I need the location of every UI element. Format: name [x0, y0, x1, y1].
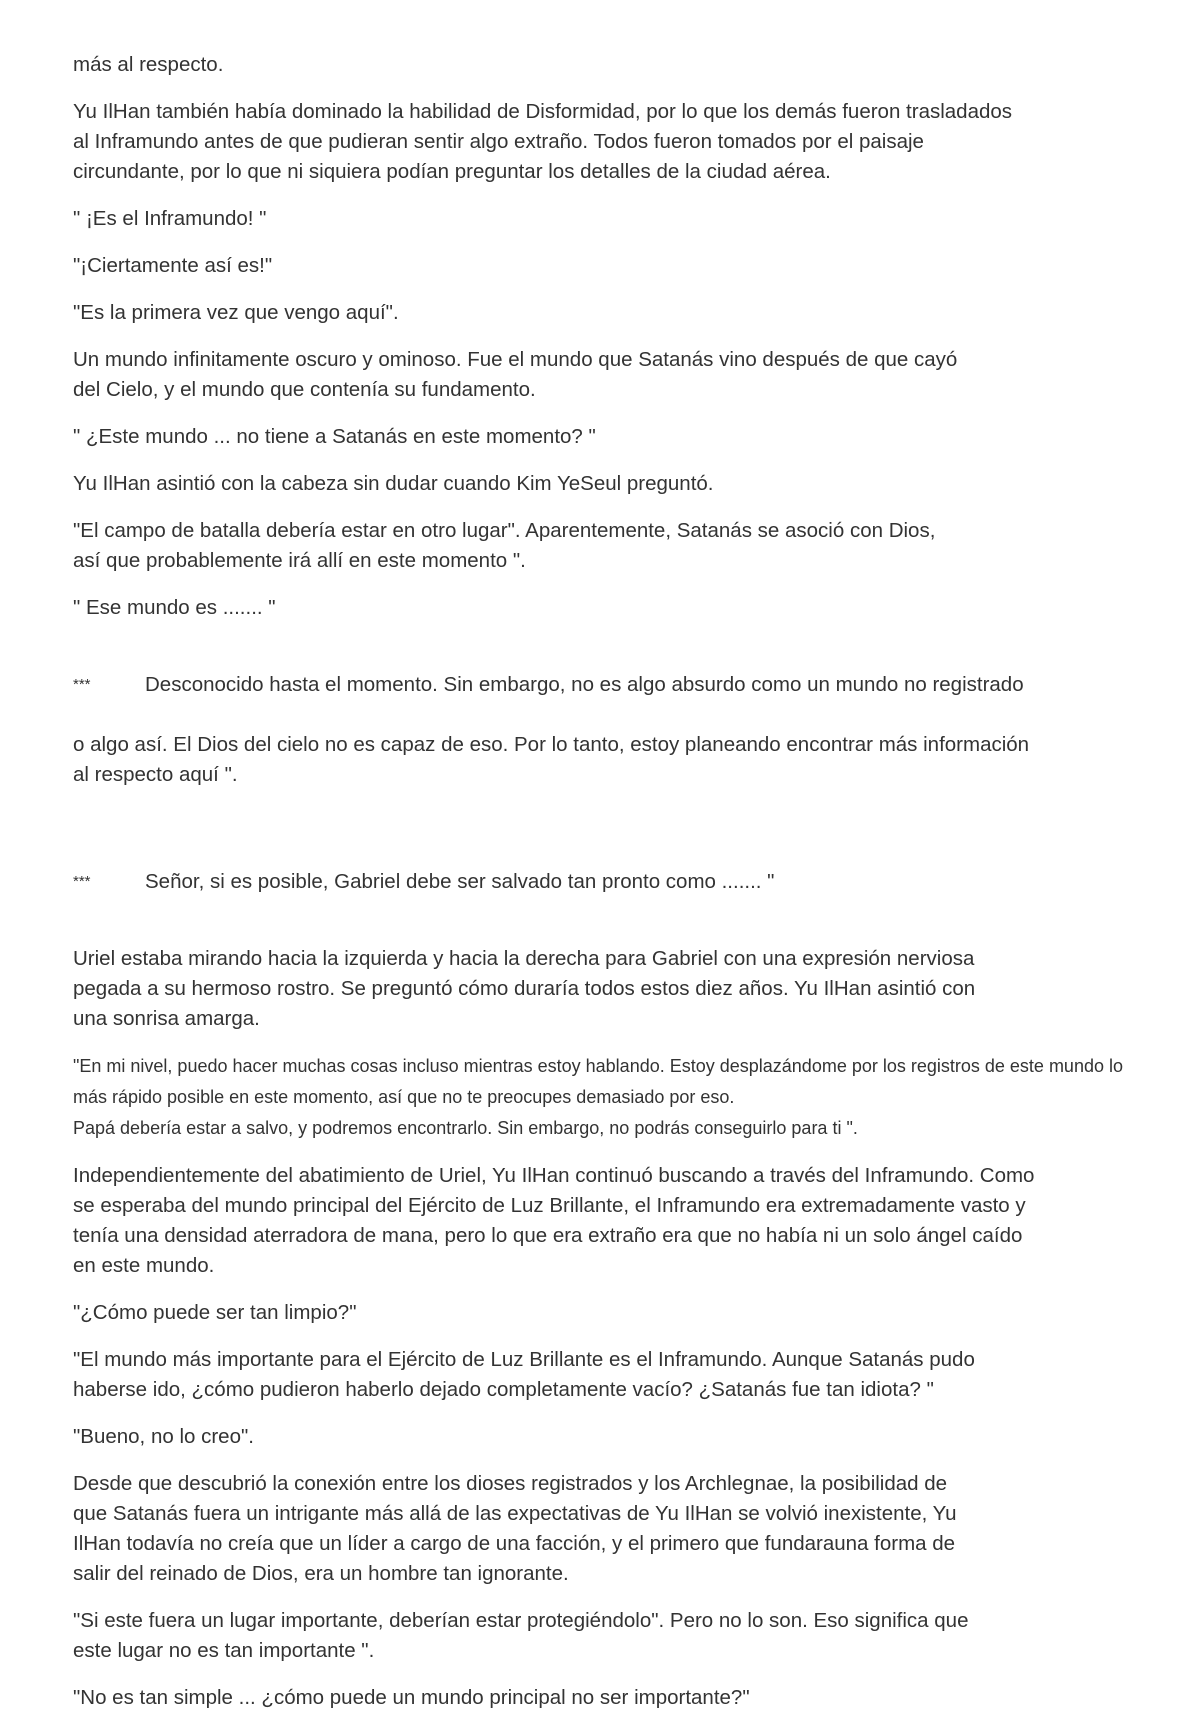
dialogue-line: "¿Cómo puede ser tan limpio?" [73, 1301, 357, 1324]
dialogue-line: "No es tan simple ... ¿cómo puede un mundo principal no ser importante?" [73, 1686, 750, 1709]
star-paragraph [73, 837, 1123, 927]
paragraph: más al respecto. [73, 53, 224, 76]
paragraph: Independientemente del abatimiento de Uriel, Yu IlHan continuó buscando a través del Inframundo. Como se esperaba del mundo principal del Ejército de Luz Brillante, el Inframundo era extremadamente vasto y tenía una densidad aterradora de mana, pero lo que era extraño era que no había ni un solo ángel caído en este mundo. [73, 1164, 1035, 1277]
dialogue-line: "Es la primera vez que vengo aquí". [73, 301, 399, 324]
star-marker: *** [73, 676, 91, 693]
paragraph: Desde que descubrió la conexión entre los dioses registrados y los Archlegnae, la posibilidad de que Satanás fuera un intrigante más allá de las expectativas de Yu IlHan se volvió inexistente, Yu IlHan todavía no creía que un líder a cargo de una facción, y el primero que fundarauna forma de salir del reinado de Dios, era un hombre tan ignorante. [73, 1472, 957, 1585]
paragraph: Un mundo infinitamente oscuro y ominoso. Fue el mundo que Satanás vino después de que cayó del Cielo, y el mundo que contenía su fundamento. [73, 348, 958, 401]
paragraph: Yu IlHan asintió con la cabeza sin dudar cuando Kim YeSeul preguntó. [73, 472, 714, 495]
dialogue-line: " ¿Este mundo ... no tiene a Satanás en este momento? " [73, 425, 596, 448]
dialogue-line: "El campo de batalla debería estar en otro lugar". Aparentemente, Satanás se asoció con Dios, así que probablemente irá allí en este momento ". [73, 519, 936, 572]
star-first-line: Desconocido hasta el momento. Sin embargo, no es algo absurdo como un mundo no registrado [145, 673, 1024, 696]
dialogue-line: "El mundo más importante para el Ejército de Luz Brillante es el Inframundo. Aunque Satanás pudo haberse ido, ¿cómo pudieron haberlo dejado completamente vacío? ¿Satanás fue tan idiota? " [73, 1348, 975, 1401]
document-page [73, 50, 1123, 1730]
star-first-line: Señor, si es posible, Gabriel debe ser salvado tan pronto como ....... " [145, 870, 775, 893]
star-continuation: o algo así. El Dios del cielo no es capaz de eso. Por lo tanto, estoy planeando encontrar más información al respecto aquí ". [73, 733, 1030, 786]
dialogue-line: " ¡Es el Inframundo! " [73, 207, 267, 230]
star-paragraph [73, 640, 1123, 820]
paragraph: Yu IlHan también había dominado la habilidad de Disformidad, por lo que los demás fueron trasladados al Inframundo antes de que pudieran sentir algo extraño. Todos fueron tomados por el paisaje circundante, por lo que ni siquiera podían preguntar los detalles de la ciudad aérea. [73, 100, 1013, 183]
dialogue-line: "Bueno, no lo creo". [73, 1425, 254, 1448]
dialogue-block: "En mi nivel, puedo hacer muchas cosas incluso mientras estoy hablando. Estoy desplazándome por los registros de este mundo lo más rápido posible en este momento, así que no te preocupes demasiado por eso. Papá debería estar a salvo, y podremos encontrarlo. Sin embargo, no podrás conseguirlo para ti ". [73, 1056, 1123, 1138]
dialogue-line: "¡Ciertamente así es!" [73, 254, 273, 277]
paragraph: Uriel estaba mirando hacia la izquierda y hacia la derecha para Gabriel con una expresión nerviosa pegada a su hermoso rostro. Se preguntó cómo duraría todos estos diez años. Yu IlHan asintió con una sonrisa amarga. [73, 947, 976, 1030]
star-marker: *** [73, 873, 91, 890]
dialogue-line: "Si este fuera un lugar importante, deberían estar protegiéndolo". Pero no lo son. Eso significa que este lugar no es tan importante ". [73, 1609, 969, 1662]
dialogue-line: " Ese mundo es ....... " [73, 596, 276, 619]
